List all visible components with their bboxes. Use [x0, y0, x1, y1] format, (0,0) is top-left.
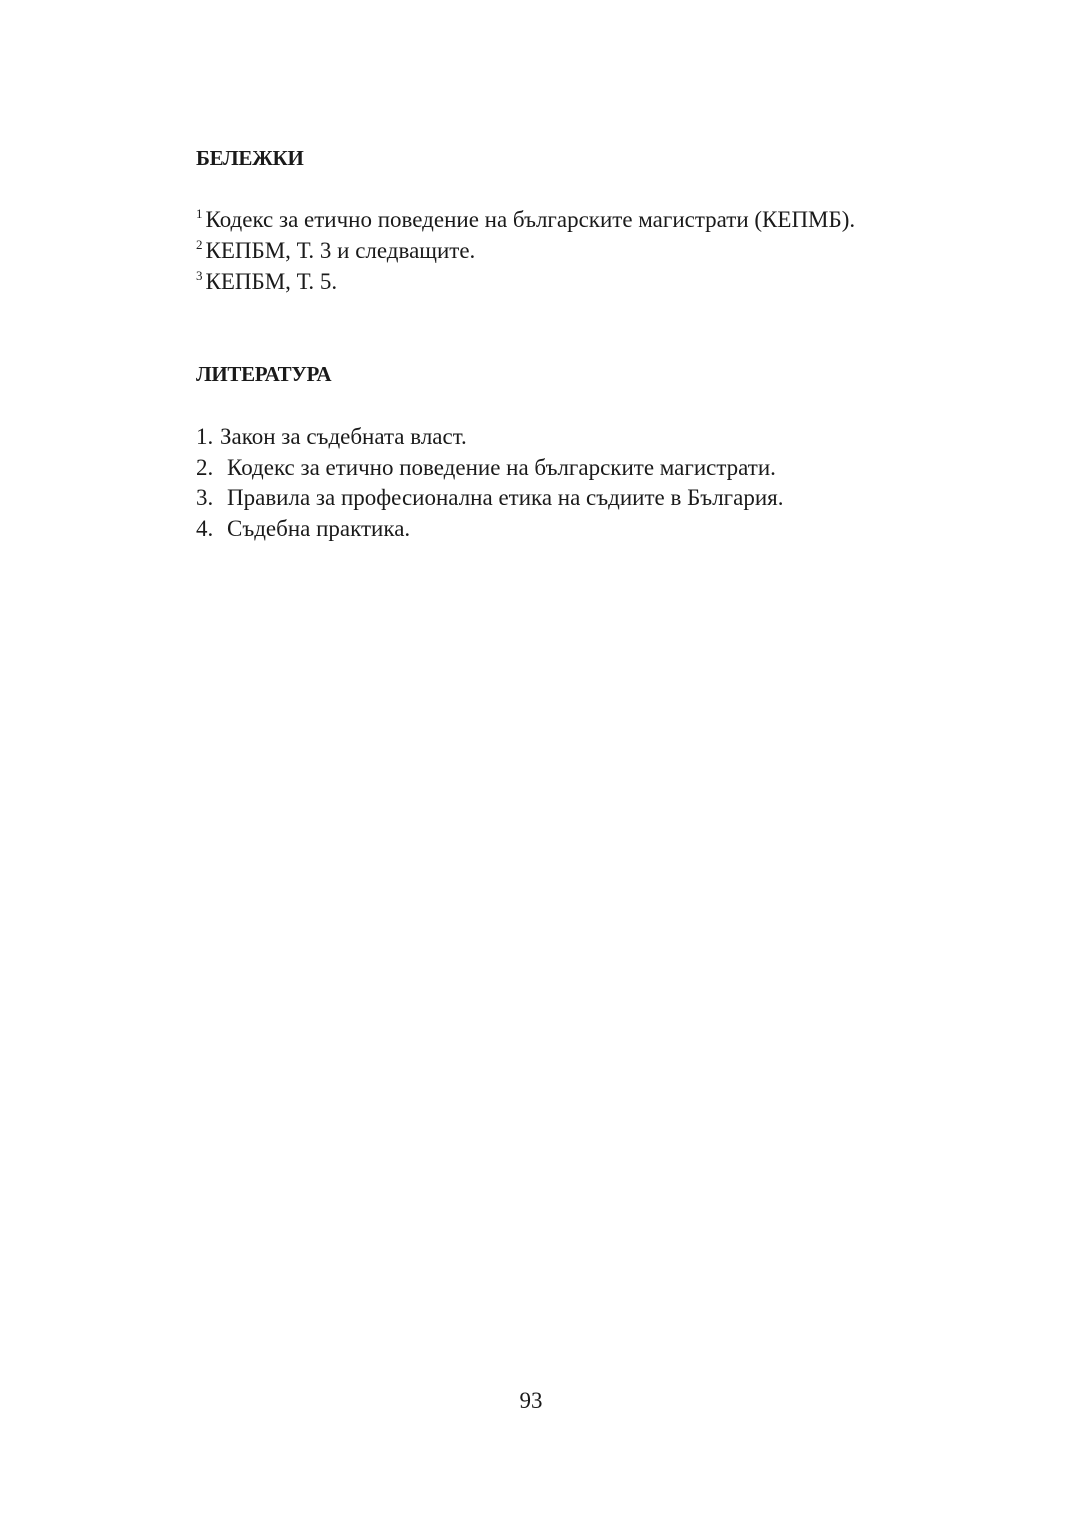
literature-item	[196, 453, 783, 484]
literature-item	[196, 483, 783, 514]
literature-item	[196, 422, 783, 453]
note-marker: 1	[196, 206, 203, 221]
note-text: КЕПБМ, Т. 5.	[205, 269, 338, 294]
notes-list	[196, 204, 855, 297]
literature-heading: ЛИТЕРАТУРА	[196, 362, 332, 386]
literature-list	[196, 422, 783, 544]
page-number: 93	[519, 1388, 543, 1413]
literature-item-number: 3.	[196, 485, 214, 510]
note-item	[196, 235, 855, 266]
note-text: КЕПБМ, Т. 3 и следващите.	[205, 238, 476, 263]
note-item	[196, 266, 855, 297]
literature-item	[196, 514, 783, 545]
literature-item-text: Закон за съдебната власт.	[220, 424, 467, 449]
note-marker: 2	[196, 237, 203, 252]
literature-item-text: Кодекс за етично поведение на българските магистрати.	[227, 454, 776, 480]
note-item	[196, 204, 855, 235]
literature-item-number: 2.	[196, 454, 214, 480]
notes-heading: БЕЛЕЖКИ	[196, 146, 304, 170]
note-text: Кодекс за етично поведение на българските магистрати (КЕПМБ).	[205, 207, 856, 232]
literature-item-number: 1.	[196, 424, 214, 449]
literature-item-text: Правила за професионална етика на съдиите в България.	[227, 485, 784, 510]
literature-item-text: Съдебна практика.	[227, 515, 411, 541]
note-marker: 3	[196, 268, 203, 283]
literature-item-number: 4.	[196, 515, 214, 541]
